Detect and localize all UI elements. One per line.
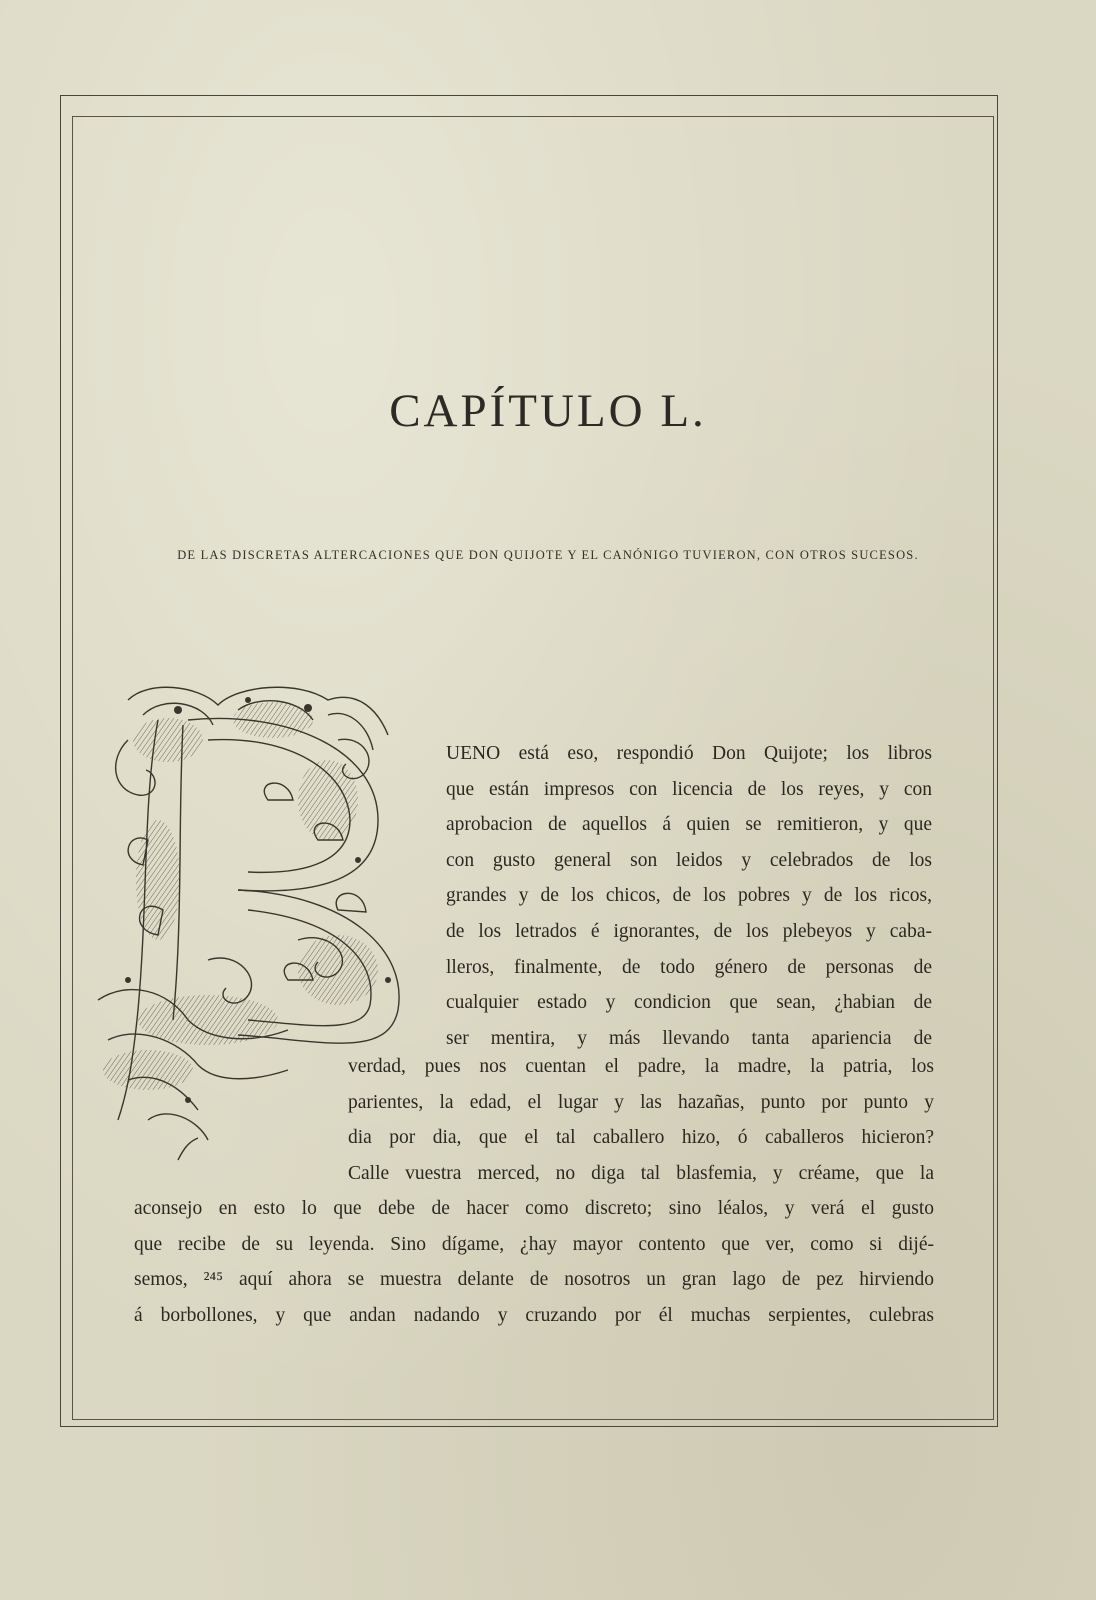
text-line: que recibe de su leyenda. Sino dígame, ¿hay mayor contento que ver, como si dijé- xyxy=(134,1233,934,1255)
text-line: á borbollones, y que andan nadando y cruzando por él muchas serpientes, culebras xyxy=(134,1304,934,1326)
text-line: que están impresos con licencia de los reyes, y con xyxy=(446,778,932,800)
text-line: de los letrados é ignorantes, de los plebeyos y caba- xyxy=(446,920,932,942)
text-line: Calle vuestra merced, no diga tal blasfemia, y créame, que la xyxy=(348,1162,934,1184)
text-line: verdad, pues nos cuentan el padre, la madre, la patria, los xyxy=(348,1056,934,1077)
text-line: UENO está eso, respondió Don Quijote; los libros xyxy=(446,743,932,764)
text-line: aconsejo en esto lo que debe de hacer como discreto; sino léalos, y verá el gusto xyxy=(134,1198,934,1219)
text-line: ser mentira, y más llevando tanta apariencia de xyxy=(446,1027,932,1049)
text-line: semos, ²⁴⁵ aquí ahora se muestra delante de nosotros un gran lago de pez hirviendo xyxy=(134,1269,934,1291)
body-text-full xyxy=(134,1191,934,1333)
text-line: grandes y de los chicos, de los pobres y de los ricos, xyxy=(446,885,932,907)
text-line: aprobacion de aquellos á quien se remitieron, y que xyxy=(446,814,932,836)
text-line: dia por dia, que el tal caballero hizo, ó caballeros hicieron? xyxy=(348,1127,934,1149)
chapter-subtitle: DE LAS DISCRETAS ALTERCACIONES QUE DON QUIJOTE Y EL CANÓNIGO TUVIERON, CON OTROS SUCESOS. xyxy=(177,548,919,562)
text-line: con gusto general son leidos y celebrados de los xyxy=(446,849,932,871)
text-line: lleros, finalmente, de todo género de personas de xyxy=(446,956,932,978)
body-text-mid xyxy=(348,1049,934,1191)
text-line: cualquier estado y condicion que sean, ¿habian de xyxy=(446,992,932,1014)
chapter-title: CAPÍTULO L. xyxy=(389,385,707,437)
text-line: parientes, la edad, el lugar y las hazañas, punto por punto y xyxy=(348,1091,934,1113)
body-text-indented xyxy=(446,736,932,1056)
